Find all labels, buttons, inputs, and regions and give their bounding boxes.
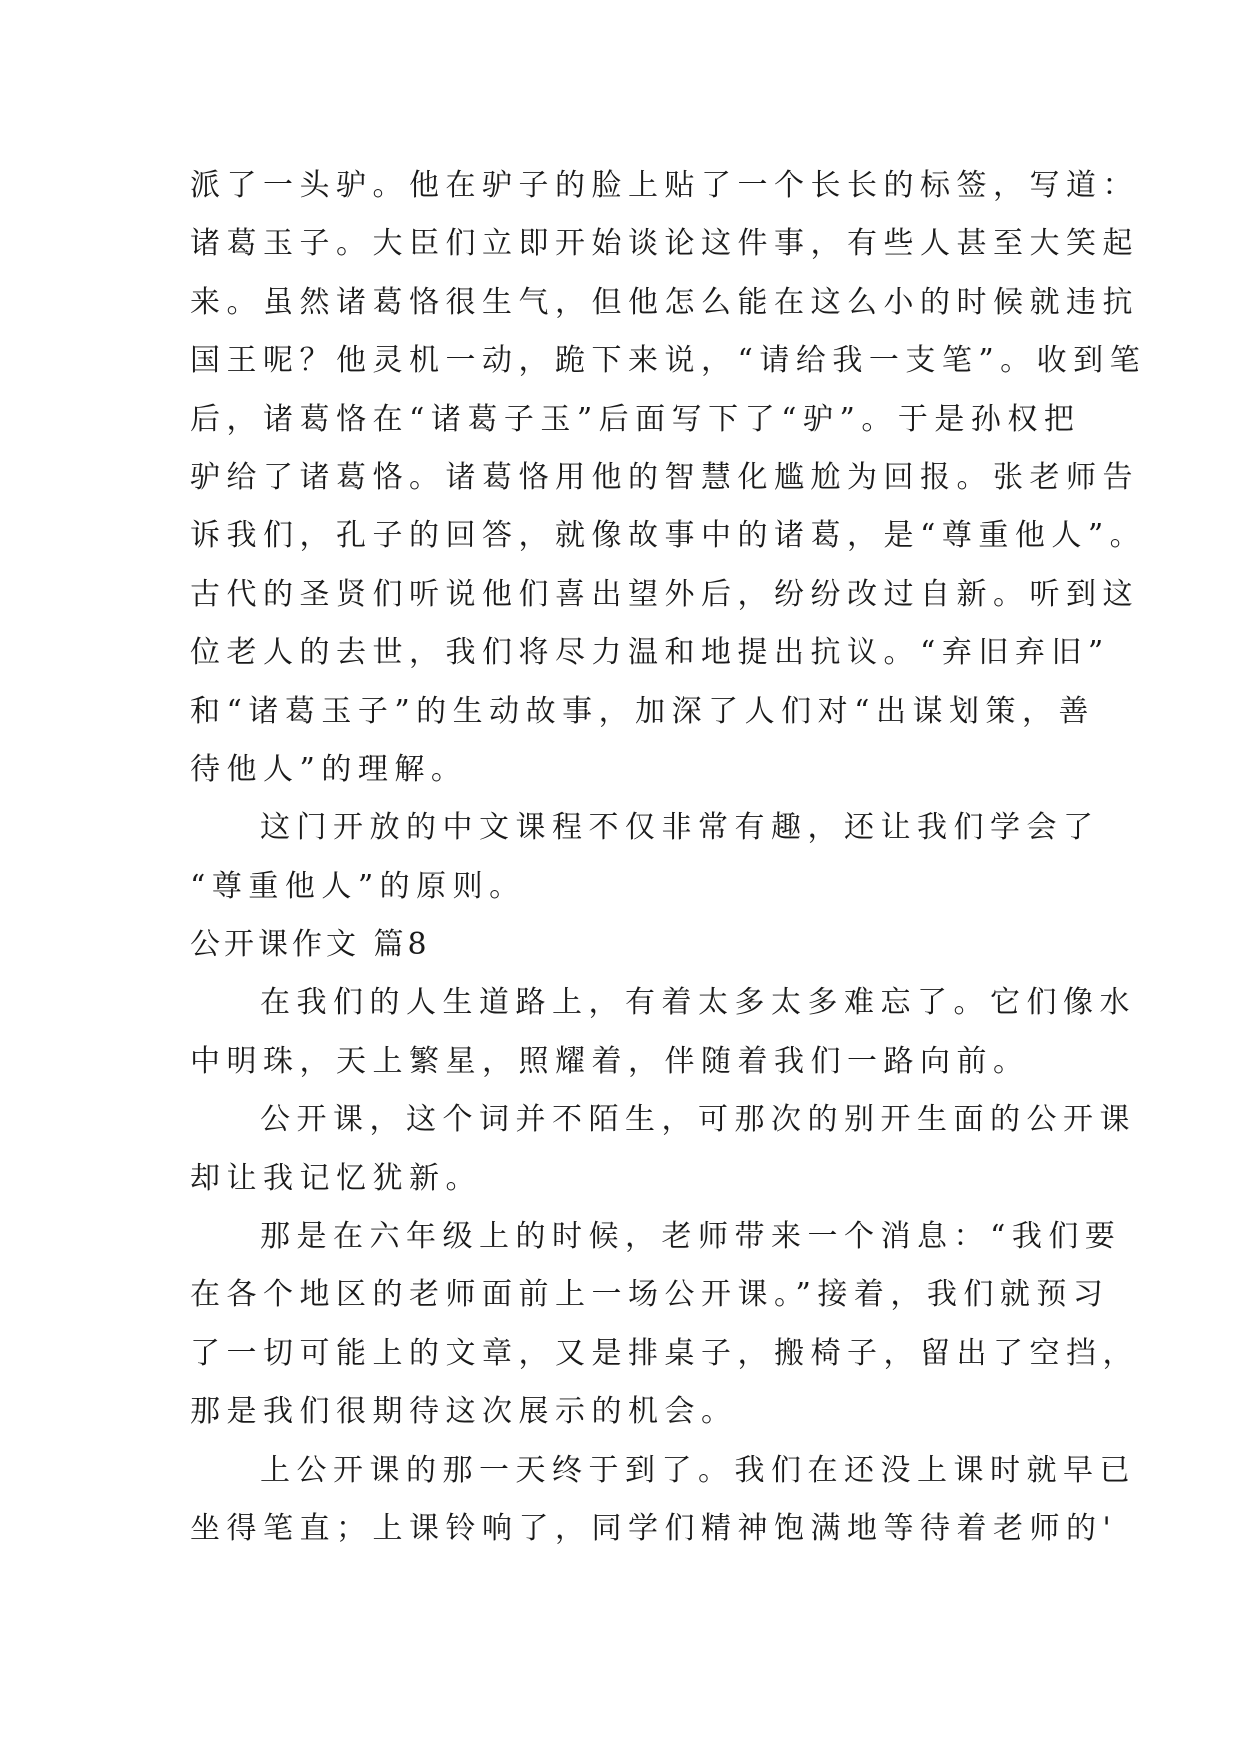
paragraph [190,799,1100,916]
text-line: 来。虽然诸葛恪很生气，但他怎么能在这么小的时候就违抗 [190,284,1139,320]
text-line: 公开课，这个词并不陌生，可那次的别开生面的公开课 [260,1102,1136,1138]
text-line: 在我们的人生道路上，有着太多太多难忘了。它们像水 [260,985,1136,1021]
document-body [190,157,1147,1558]
heading-text: 公开课作文 篇8 [190,927,431,963]
text-line: 和“诸葛玉子”的生动故事，加深了人们对“出谋划策，善 [190,693,1096,729]
text-line: 在各个地区的老师面前上一场公开课。”接着，我们就预习 [190,1277,1110,1313]
text-line: 诉我们，孔子的回答，就像故事中的诸葛，是“尊重他人”。 [190,518,1147,554]
paragraph [190,1091,1136,1208]
paragraph [190,1208,1139,1442]
text-line: 坐得笔直；上课铃响了，同学们精神饱满地等待着老师的' [190,1510,1118,1546]
text-line: 了一切可能上的文章，又是排桌子，搬椅子，留出了空挡， [190,1335,1139,1371]
paragraph [190,974,1136,1091]
text-line: 古代的圣贤们听说他们喜出望外后，纷纷改过自新。听到这 [190,576,1139,612]
section-heading [190,916,1070,974]
text-line: 诸葛玉子。大臣们立即开始谈论这件事，有些人甚至大笑起 [190,226,1139,262]
paragraph [190,157,1147,799]
text-line: 上公开课的那一天终于到了。我们在还没上课时就早已 [260,1452,1136,1488]
text-line: 派了一头驴。他在驴子的脸上贴了一个长长的标签，写道： [190,168,1139,203]
text-line: 这门开放的中文课程不仅非常有趣，还让我们学会了 [260,810,1100,846]
paragraph [190,1442,1136,1559]
text-line: 那是在六年级上的时候，老师带来一个消息：“我们要 [260,1219,1122,1255]
text-line: 那是我们很期待这次展示的机会。 [190,1394,738,1430]
text-line: 驴给了诸葛恪。诸葛恪用他的智慧化尴尬为回报。张老师告 [190,459,1139,495]
text-line: 却让我记忆犹新。 [190,1160,482,1196]
text-line: 中明珠，天上繁星，照耀着，伴随着我们一路向前。 [190,1043,1030,1079]
text-line: 待他人”的理解。 [190,751,468,787]
text-line: “尊重他人”的原则。 [190,868,526,904]
text-line: 位老人的去世，我们将尽力温和地提出抗议。“弃旧弃旧” [190,635,1110,671]
text-line: 后，诸葛恪在“诸葛子玉”后面写下了“驴”。于是孙权把 [190,401,1081,437]
text-line: 国王呢？他灵机一动，跪下来说，“请给我一支笔”。收到笔 [190,343,1147,379]
